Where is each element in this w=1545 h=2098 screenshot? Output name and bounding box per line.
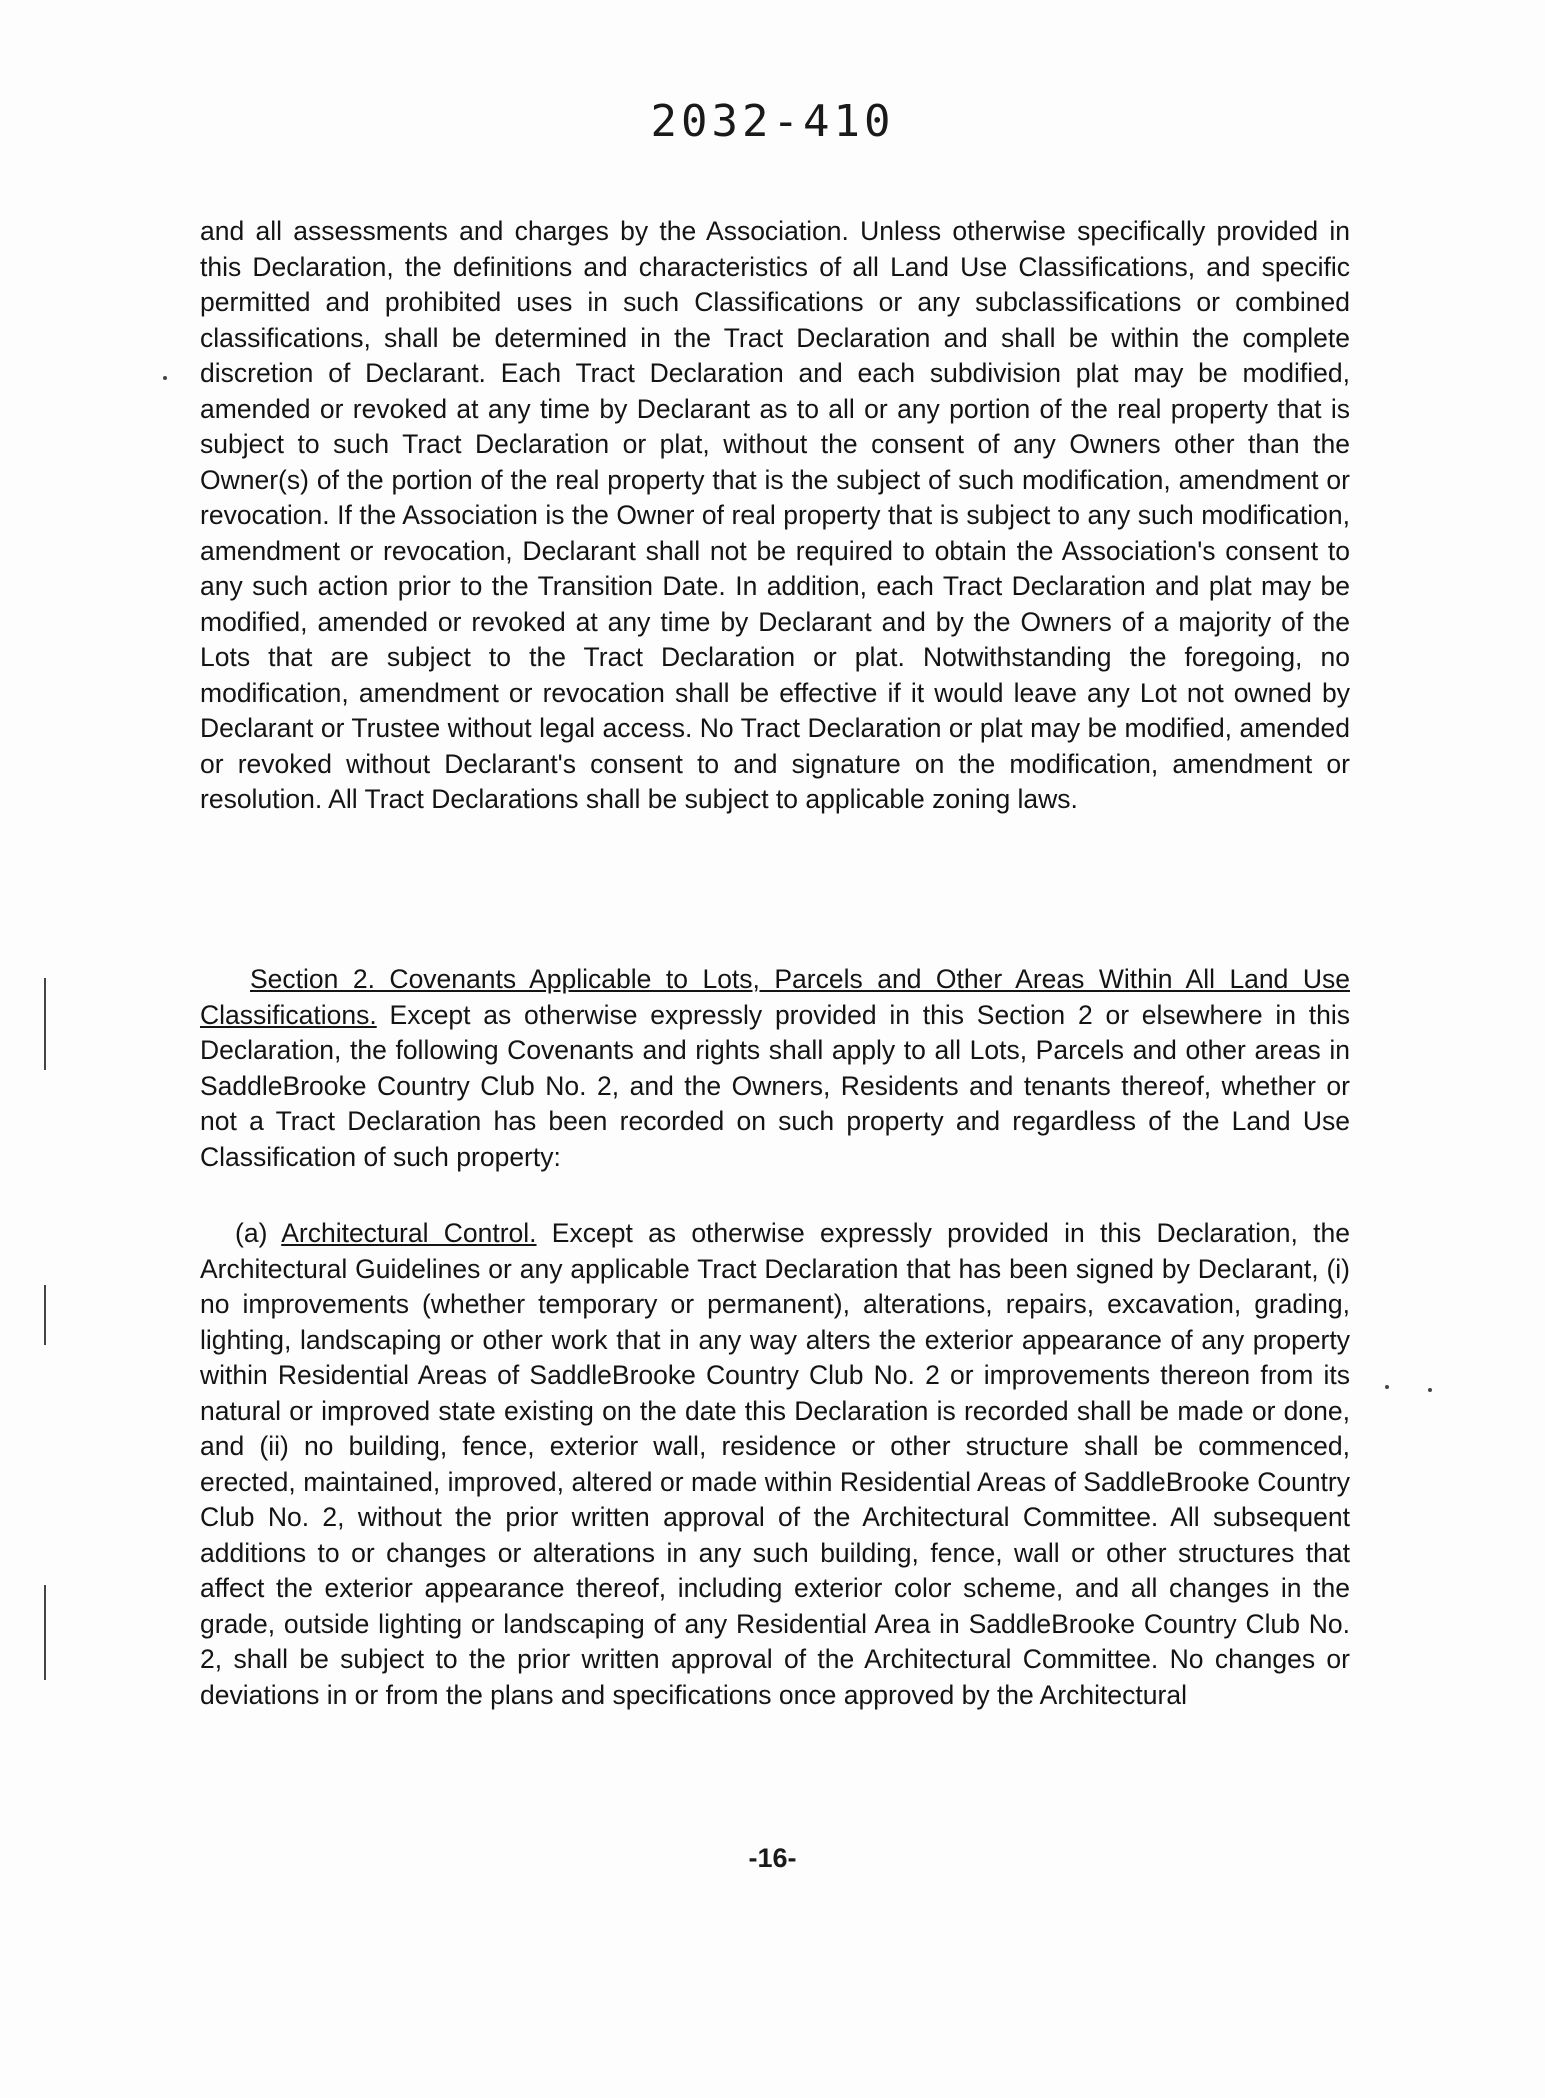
subsection-a-label: (a) [235,1218,268,1248]
section-2-text: Except as otherwise expressly provided in this Section 2 or elsewhere in this Declaration, the following Covenants and rights shall apply to all Lots, Parcels and other areas in SaddleBrooke Country Club No. 2, and the Owners, Residents and tenants thereof, whether or not a Tract Declaration has been recorded on such property and regardless of the Land Use Classification of such property: [200,999,1350,1172]
section-2-heading: Section 2. Covenants Applicable to Lots, Parcels and Other Areas Within All Land Use Classifications. [200,964,1350,1030]
margin-mark [44,1585,46,1680]
speck-mark [1428,1388,1432,1392]
document-number: 2032-410 [650,96,895,147]
paragraph-section-2 [200,962,1350,1175]
margin-mark [44,978,46,1070]
page-number: -16- [748,1843,797,1873]
margin-mark [44,1285,46,1345]
subsection-a-text: Except as otherwise expressly provided in this Declaration, the Architectural Guidelines or any applicable Tract Declaration that has been signed by Declarant, (i) no improvements (whether temporary or permanent), alterations, repairs, excavation, grading, lighting, landscaping or other work that in any way alters the exterior appearance of any property within Residential Areas of SaddleBrooke Country Club No. 2 or improvements thereon from its natural or improved state existing on the date this Declaration is recorded shall be made or done, and (ii) no building, fence, exterior wall, residence or other structure shall be commenced, erected, maintained, improved, altered or made within Residential Areas of SaddleBrooke Country Club No. 2, without the prior written approval of the Architectural Committee. All subsequent additions to or changes or alterations in any such building, fence, wall or other structures that affect the exterior appearance thereof, including exterior color scheme, and all changes in the grade, outside lighting or landscaping of any Residential Area in SaddleBrooke Country Club No. 2, shall be subject to the prior written approval of the Architectural Committee. No changes or deviations in or from the plans and specifications once approved by the Architectural [200,1218,1350,1710]
speck-mark [1385,1385,1389,1389]
paragraph-assessments: and all assessments and charges by the Association. Unless otherwise specifically provided in this Declaration, the definitions and characteristics of all Land Use Classifications, and specific permitted and prohibited uses in such Classifications or any subclassifications or combined classifications, shall be determined in the Tract Declaration and shall be within the complete discretion of Declarant. Each Tract Declaration and each subdivision plat may be modified, amended or revoked at any time by Declarant as to all or any portion of the real property that is subject to such Tract Declaration or plat, without the consent of any Owners other than the Owner(s) of the portion of the real property that is the subject of such modification, amendment or revocation. If the Association is the Owner of real property that is subject to any such modification, amendment or revocation, Declarant shall not be required to obtain the Association's consent to any such action prior to the Transition Date. In addition, each Tract Declaration and plat may be modified, amended or revoked at any time by Declarant and by the Owners of a majority of the Lots that are subject to the Tract Declaration or plat. Notwithstanding the foregoing, no modification, amendment or revocation shall be effective if it would leave any Lot not owned by Declarant or Trustee without legal access. No Tract Declaration or plat may be modified, amended or revoked without Declarant's consent to and signature on the modification, amendment or resolution. All Tract Declarations shall be subject to applicable zoning laws. [200,216,1350,814]
bullet-mark [163,376,167,380]
paragraph-architectural-control [200,1216,1350,1713]
subsection-a-heading: Architectural Control. [281,1218,537,1248]
